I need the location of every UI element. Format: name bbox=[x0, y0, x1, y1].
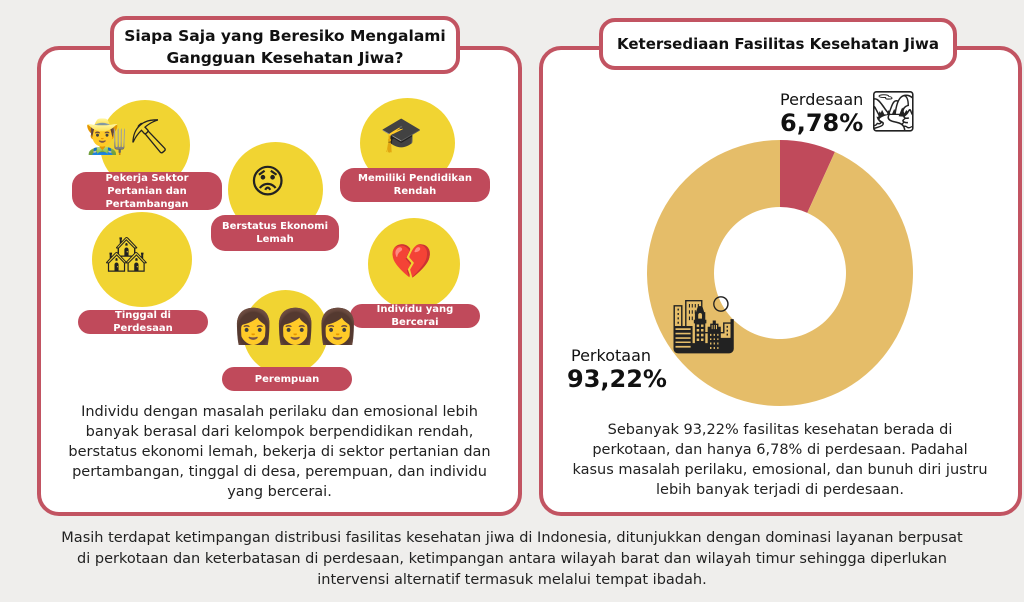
stressed-person-icon: 😟 bbox=[250, 162, 286, 202]
risk-item-women: Perempuan bbox=[222, 367, 352, 391]
facilities-description: Sebanyak 93,22% fasilitas kesehatan berada di perkotaan, dan hanya 6,78% di perdesaan. Padahal kasus masalah perilaku, emosional, dan bunuh diri justru lebih banyak terjadi di perdesaan. bbox=[572, 422, 988, 498]
facilities-title: Ketersediaan Fasilitas Kesehatan Jiwa bbox=[599, 18, 957, 70]
urban-value: 93,22% bbox=[567, 365, 667, 393]
broken-heart-icon: 💔 bbox=[390, 242, 433, 282]
rural-category: Perdesaan bbox=[780, 90, 864, 109]
rural-landscape-icon: 🏞 bbox=[868, 89, 919, 135]
graduation-cap-icon: 🎓 bbox=[380, 115, 423, 155]
women-icon: 👩👩👩 bbox=[232, 307, 360, 347]
risk-item-education: Memiliki Pendidikan Rendah bbox=[340, 168, 490, 202]
city-buildings-icon: 🏙 bbox=[668, 293, 740, 358]
urban-label bbox=[567, 346, 667, 393]
donut-slice-perkotaan bbox=[647, 140, 913, 406]
urban-category: Perkotaan bbox=[571, 346, 652, 365]
footer-summary: Masih terdapat ketimpangan distribusi fasilitas kesehatan jiwa di Indonesia, ditunjukkan dengan dominasi layanan berpusat di perkotaan dan keterbatasan di perdesaan, ketimpangan antara wilayah barat dan wilayah timur sehingga diperlukan intervensi alternatif termasuk melalui tempat ibadah. bbox=[61, 530, 963, 588]
risk-description: Individu dengan masalah perilaku dan emosional lebih banyak berasal dari kelompok berpendidikan rendah, berstatus ekonomi lemah, bekerja di sektor pertanian dan pertambangan, tinggal di desa, perempuan, dan individu yang bercerai. bbox=[68, 404, 491, 500]
rural-label bbox=[780, 90, 863, 137]
farmer-icon: 👨‍🌾⛏ bbox=[85, 117, 171, 157]
village-icon: 🏘 bbox=[105, 235, 149, 275]
risk-item-workers: Pekerja Sektor Pertanian dan Pertambangan bbox=[72, 172, 222, 210]
risk-item-rural: Tinggal di Perdesaan bbox=[78, 310, 208, 334]
facilities-donut-chart bbox=[640, 135, 920, 415]
risk-item-divorced: Individu yang Bercerai bbox=[350, 304, 480, 328]
risk-item-economy: Berstatus Ekonomi Lemah bbox=[211, 215, 339, 251]
rural-value: 6,78% bbox=[780, 109, 864, 137]
risk-groups-title: Siapa Saja yang Beresiko Mengalami Gangguan Kesehatan Jiwa? bbox=[110, 16, 460, 74]
